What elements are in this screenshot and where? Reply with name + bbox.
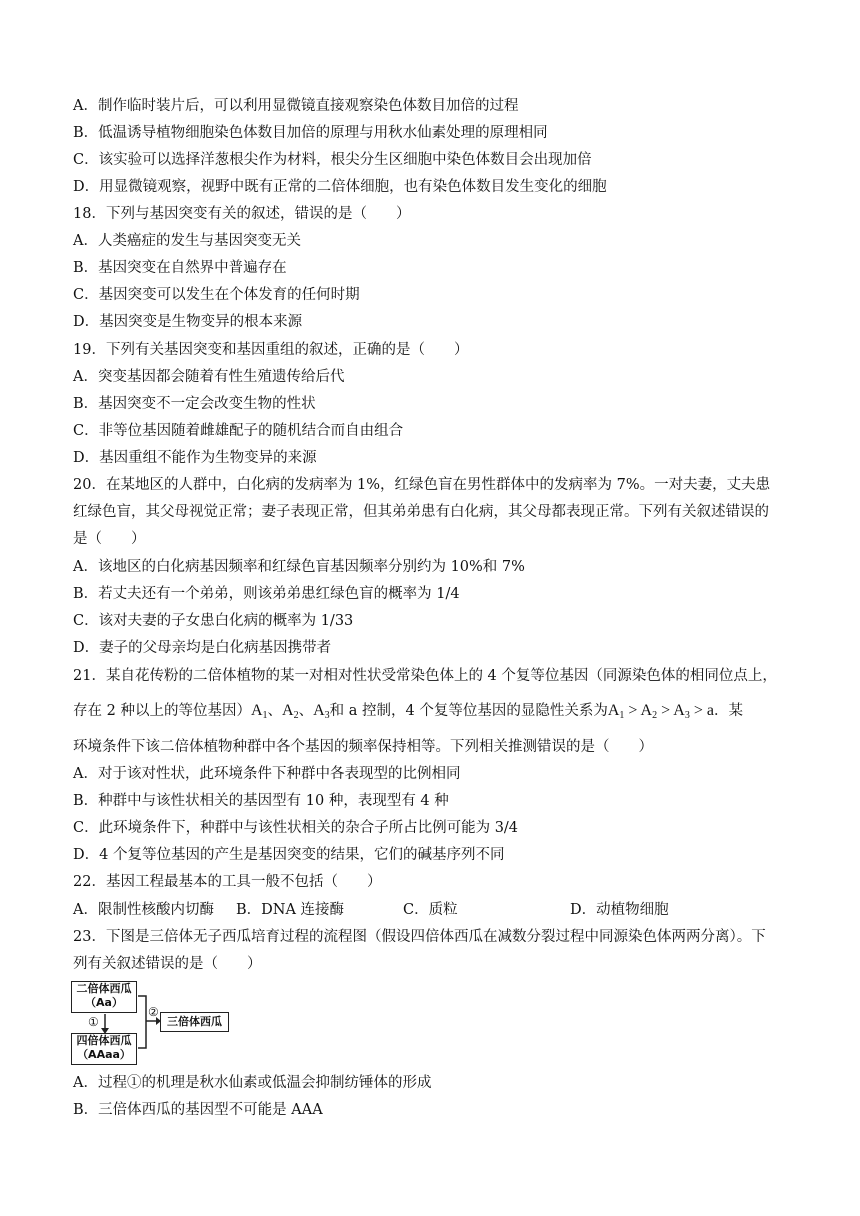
step1-label: ① <box>88 1015 99 1029</box>
q18-option-a: A．人类癌症的发生与基因突变无关 <box>73 233 301 249</box>
bracket-connector <box>138 996 146 1048</box>
q22-option-d: D．动植物细胞 <box>570 902 669 918</box>
q22-option-c: C．质粒 <box>403 902 458 918</box>
q19-option-b: B．基因突变不一定会改变生物的性状 <box>73 396 316 412</box>
q23-option-a: A．过程①的机理是秋水仙素或低温会抑制纺锤体的形成 <box>73 1075 432 1091</box>
q17-option-a: A．制作临时装片后，可以利用显微镜直接观察染色体数目加倍的过程 <box>73 98 519 114</box>
q18-option-c: C．基因突变可以发生在个体发育的任何时期 <box>73 287 360 303</box>
arrow-step1-head <box>101 1028 109 1034</box>
triploid-box: 三倍体西瓜 <box>160 1012 229 1032</box>
q20-option-d: D．妻子的父母亲均是白化病基因携带者 <box>73 640 332 656</box>
q23-stem-line1: 23．下图是三倍体无子西瓜培育过程的流程图（假设四倍体西瓜在减数分裂过程中同源染色体两两分离）。下 <box>73 929 766 945</box>
q20-stem-line1: 20．在某地区的人群中，白化病的发病率为 1%，红绿色盲在男性群体中的发病率为 7%。一对夫妻，丈夫患 <box>73 477 771 493</box>
q18-stem: 18．下列与基因突变有关的叙述，错误的是（ ） <box>73 206 411 222</box>
q18-option-b: B．基因突变在自然界中普遍存在 <box>73 260 287 276</box>
q21-stem-line1: 21．某自花传粉的二倍体植物的某一对相对性状受常染色体上的 4 个复等位基因（同源染色体的相同位点上， <box>73 668 777 684</box>
allele-a3: $A_3$ <box>313 702 330 721</box>
q23-stem-line2: 列有关叙述错误的是（ ） <box>73 956 262 972</box>
q20-stem-line3: 是（ ） <box>73 531 146 547</box>
q22-option-b: B．DNA 连接酶 <box>236 902 345 918</box>
q21-stem-line2: 存在 2 种以上的等位基因）$A_1$、$A_2$、$A_3$和 a 控制，4 个复等位基因的显隐性关系为$A_1 > A_2 > A_3 > a$．某 <box>73 702 743 721</box>
q17-option-d: D．用显微镜观察，视野中既有正常的二倍体细胞，也有染色体数目发生变化的细胞 <box>73 179 607 195</box>
q20-stem-line2: 红绿色盲，其父母视觉正常；妻子表现正常，但其弟弟患有白化病，其父母都表现正常。下列有关叙述错误的 <box>73 504 769 520</box>
q21-stem-pre: 存在 2 种以上的等位基因） <box>73 703 251 719</box>
q17-option-b: B．低温诱导植物细胞染色体数目加倍的原理与用秋水仙素处理的原理相同 <box>73 125 548 141</box>
q20-option-c: C．该对夫妻的子女患白化病的概率为 1/33 <box>73 613 354 629</box>
q21-option-d: D．4 个复等位基因的产生是基因突变的结果，它们的碱基序列不同 <box>73 847 505 863</box>
step2-label: ② <box>148 1005 159 1019</box>
watermelon-flow-diagram <box>71 978 231 1068</box>
q21-stem-line3: 环境条件下该二倍体植物种群中各个基因的频率保持相等。下列相关推测错误的是（ ） <box>73 739 653 755</box>
q21-option-a: A．对于该对性状，此环境条件下种群中各表现型的比例相同 <box>73 766 461 782</box>
diploid-box: 二倍体西瓜 （Aa） <box>71 981 137 1013</box>
q19-option-c: C．非等位基因随着雌雄配子的随机结合而自由组合 <box>73 423 404 439</box>
q19-stem: 19．下列有关基因突变和基因重组的叙述，正确的是（ ） <box>73 342 469 358</box>
q17-option-c: C．该实验可以选择洋葱根尖作为材料，根尖分生区细胞中染色体数目会出现加倍 <box>73 152 592 168</box>
q20-option-b: B．若丈夫还有一个弟弟，则该弟弟患红绿色盲的概率为 1/4 <box>73 586 460 602</box>
allele-a2: $A_2$ <box>282 702 299 721</box>
tetraploid-box: 四倍体西瓜 （AAaa） <box>71 1033 137 1065</box>
q21-option-c: C．此环境条件下，种群中与该性状相关的杂合子所占比例可能为 3/4 <box>73 820 519 836</box>
q21-stem-mid: 和 a 控制，4 个复等位基因的显隐性关系为 <box>329 703 608 719</box>
q22-stem: 22．基因工程最基本的工具一般不包括（ ） <box>73 874 382 890</box>
q18-option-d: D．基因突变是生物变异的根本来源 <box>73 314 303 330</box>
q19-option-d: D．基因重组不能作为生物变异的来源 <box>73 450 317 466</box>
q22-option-a: A．限制性核酸内切酶 <box>73 902 214 918</box>
q23-option-b: B．三倍体西瓜的基因型不可能是 AAA <box>73 1102 323 1118</box>
q19-option-a: A．突变基因都会随着有性生殖遗传给后代 <box>73 369 345 385</box>
allele-a1: $A_1$ <box>250 702 268 721</box>
q21-option-b: B．种群中与该性状相关的基因型有 10 种，表现型有 4 种 <box>73 793 449 809</box>
q20-option-a: A．该地区的白化病基因频率和红绿色盲基因频率分别约为 10%和 7% <box>73 559 525 575</box>
q22-options <box>73 900 669 920</box>
dominance-relation: $A_1 > A_2 > A_3 > a$ <box>607 702 714 721</box>
q21-stem-end: ．某 <box>713 703 743 719</box>
